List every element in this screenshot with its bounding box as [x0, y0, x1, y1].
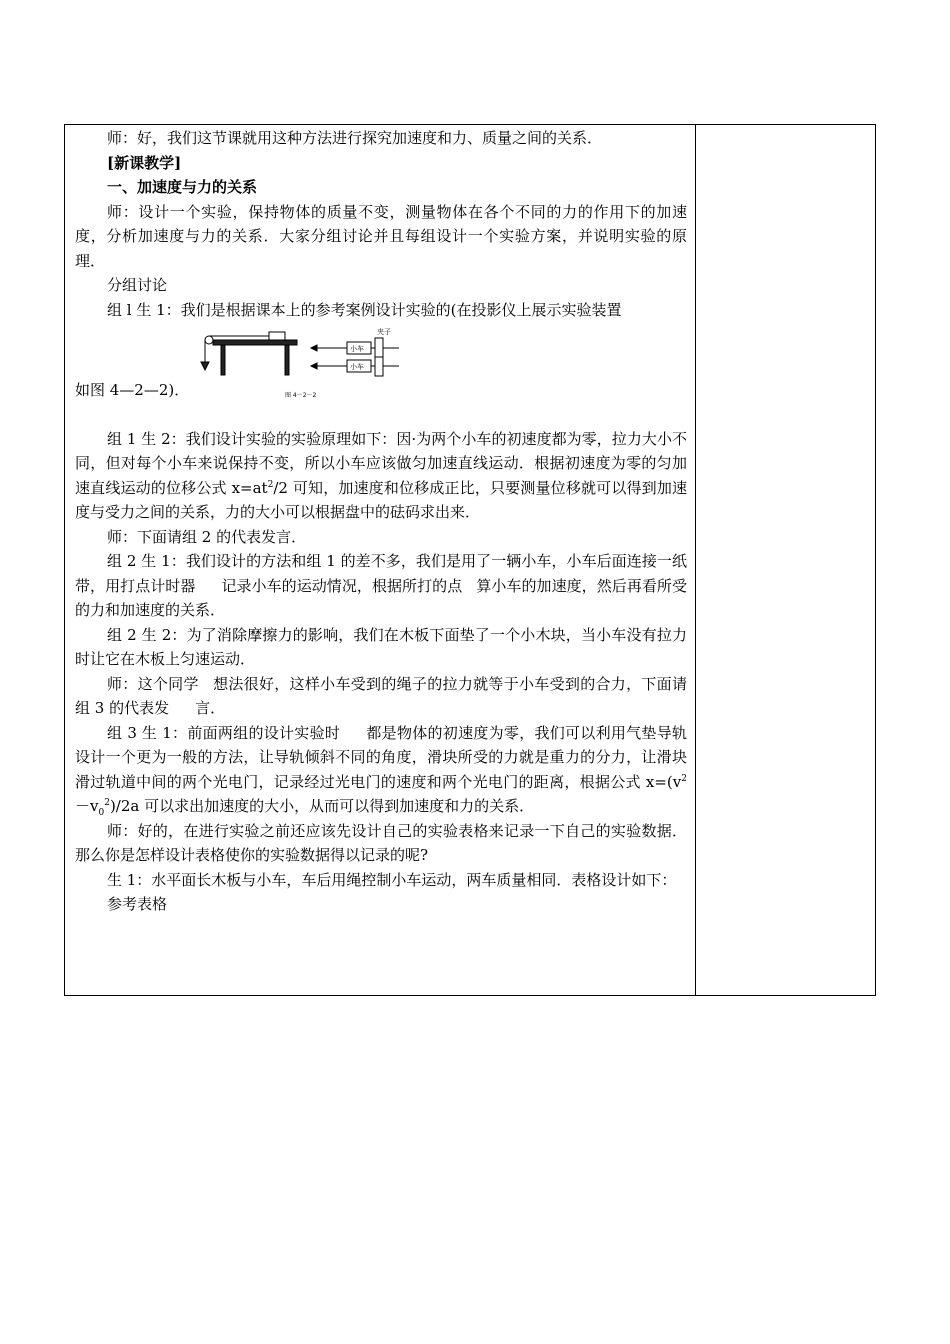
- text-line: 参考表格: [107, 895, 168, 913]
- text-run: 记录小车的运动情况，根据所打的点: [221, 576, 463, 595]
- blank-line: [75, 403, 687, 427]
- text-run: 组 2 生 1：我们设计的方法和组 1 的差不多，我们是用了一辆小车，小车后面连接一纸带，用打点计时器: [75, 552, 687, 595]
- text-run: 师：这个同学: [107, 674, 199, 693]
- lesson-table: [64, 124, 876, 996]
- car-label-2: 小车: [350, 363, 364, 371]
- clip-label: 夹子: [377, 328, 391, 336]
- superscript: 2: [104, 798, 110, 808]
- main-content-cell: [65, 125, 696, 995]
- figure-caption: 图 4－2－2: [285, 392, 317, 399]
- text-run: 组 3 生 1：前面两组的设计实验时: [107, 723, 341, 742]
- text-paragraph: [75, 721, 687, 819]
- superscript: 2: [681, 773, 687, 784]
- experiment-apparatus-figure: [199, 324, 419, 404]
- text-paragraph: [75, 427, 687, 525]
- notes-cell: [696, 125, 875, 995]
- text-run: )/2a 可以求出加速度的大小，从而可以得到加速度和力的关系．: [109, 797, 535, 815]
- text-run: 言．: [195, 699, 226, 717]
- text-run: 算小车的加速度，然后再看所受的力和加速度的关系．: [75, 576, 687, 619]
- text-line: 师：下面请组 2 的代表发言．: [107, 527, 307, 546]
- text-run: /2 可知，加速度和位移成正比，只要测量位移就可以得到加速度与受力之间的关系，力的大小可以根据盘中的砝码求出来．: [75, 478, 687, 521]
- section-heading: 一、加速度与力的关系: [107, 178, 258, 196]
- subscript: 0: [98, 808, 105, 818]
- text-paragraph: 生 1：水平面长木板与小车，车后用绳控制小车运动，两车质量相同．表格设计如下：: [107, 870, 677, 889]
- superscript: 2: [267, 479, 274, 490]
- table-apparatus: [201, 332, 297, 375]
- text-line: 组 l 生 1：我们是根据课本上的参考案例设计实验的(在投影仪上展示实验装置: [107, 300, 622, 319]
- text-paragraph: 师：设计一个实验，保持物体的质量不变，测量物体在各个不同的力的作用下的加速度，分析加速度与力的关系．大家分组讨论并且每组设计一个实验方案，并说明实验的原理．: [75, 202, 687, 270]
- text-run: 都是物体的初速度为零，我们可以利用气垫导轨设计一个更为一般的方法，让导轨倾斜不同的角度，滑块所受的力就是重力的分力，让滑块滑过轨道中间的两个光电门，记录经过光电门的速度和两个光电门的距离，根据公式 x=(v: [75, 723, 687, 791]
- section-tag: [新课教学]: [107, 153, 182, 172]
- text-line: 师：好，我们这节课就用这种方法进行探究加速度和力、质量之间的关系．: [107, 129, 603, 147]
- text-paragraph: 组 2 生 2：为了消除摩擦力的影响，我们在木板下面垫了一个小木块，当小车没有拉力时让它在木板上匀速运动．: [75, 625, 687, 668]
- text-run: 想法很好，这样小车受到的绳子的拉力就等于小车受到的合力，下面请组 3 的代表发: [75, 674, 687, 717]
- text-paragraph: [75, 672, 687, 721]
- text-paragraph: [75, 549, 687, 623]
- car-label-1: 小车: [350, 345, 364, 353]
- text-run: －v: [75, 797, 99, 815]
- text-line: 分组讨论: [107, 276, 168, 294]
- text-run: 组 1 生 2：我们设计实验的实验原理如下：因·为两个小车的初速度都为零，拉力大小不同，但对每个小车来说保持不变，所以小车应该做匀加速直线运动．根据初速度为零的匀加速直线运动的位移公式 x=at: [75, 429, 687, 497]
- text-line: 如图 4—2—2)．: [75, 381, 190, 399]
- text-paragraph: 师：好的，在进行实验之前还应该先设计自己的实验表格来记录一下自己的实验数据．那么你是怎样设计表格使你的实验数据得以记录的呢?: [75, 821, 687, 864]
